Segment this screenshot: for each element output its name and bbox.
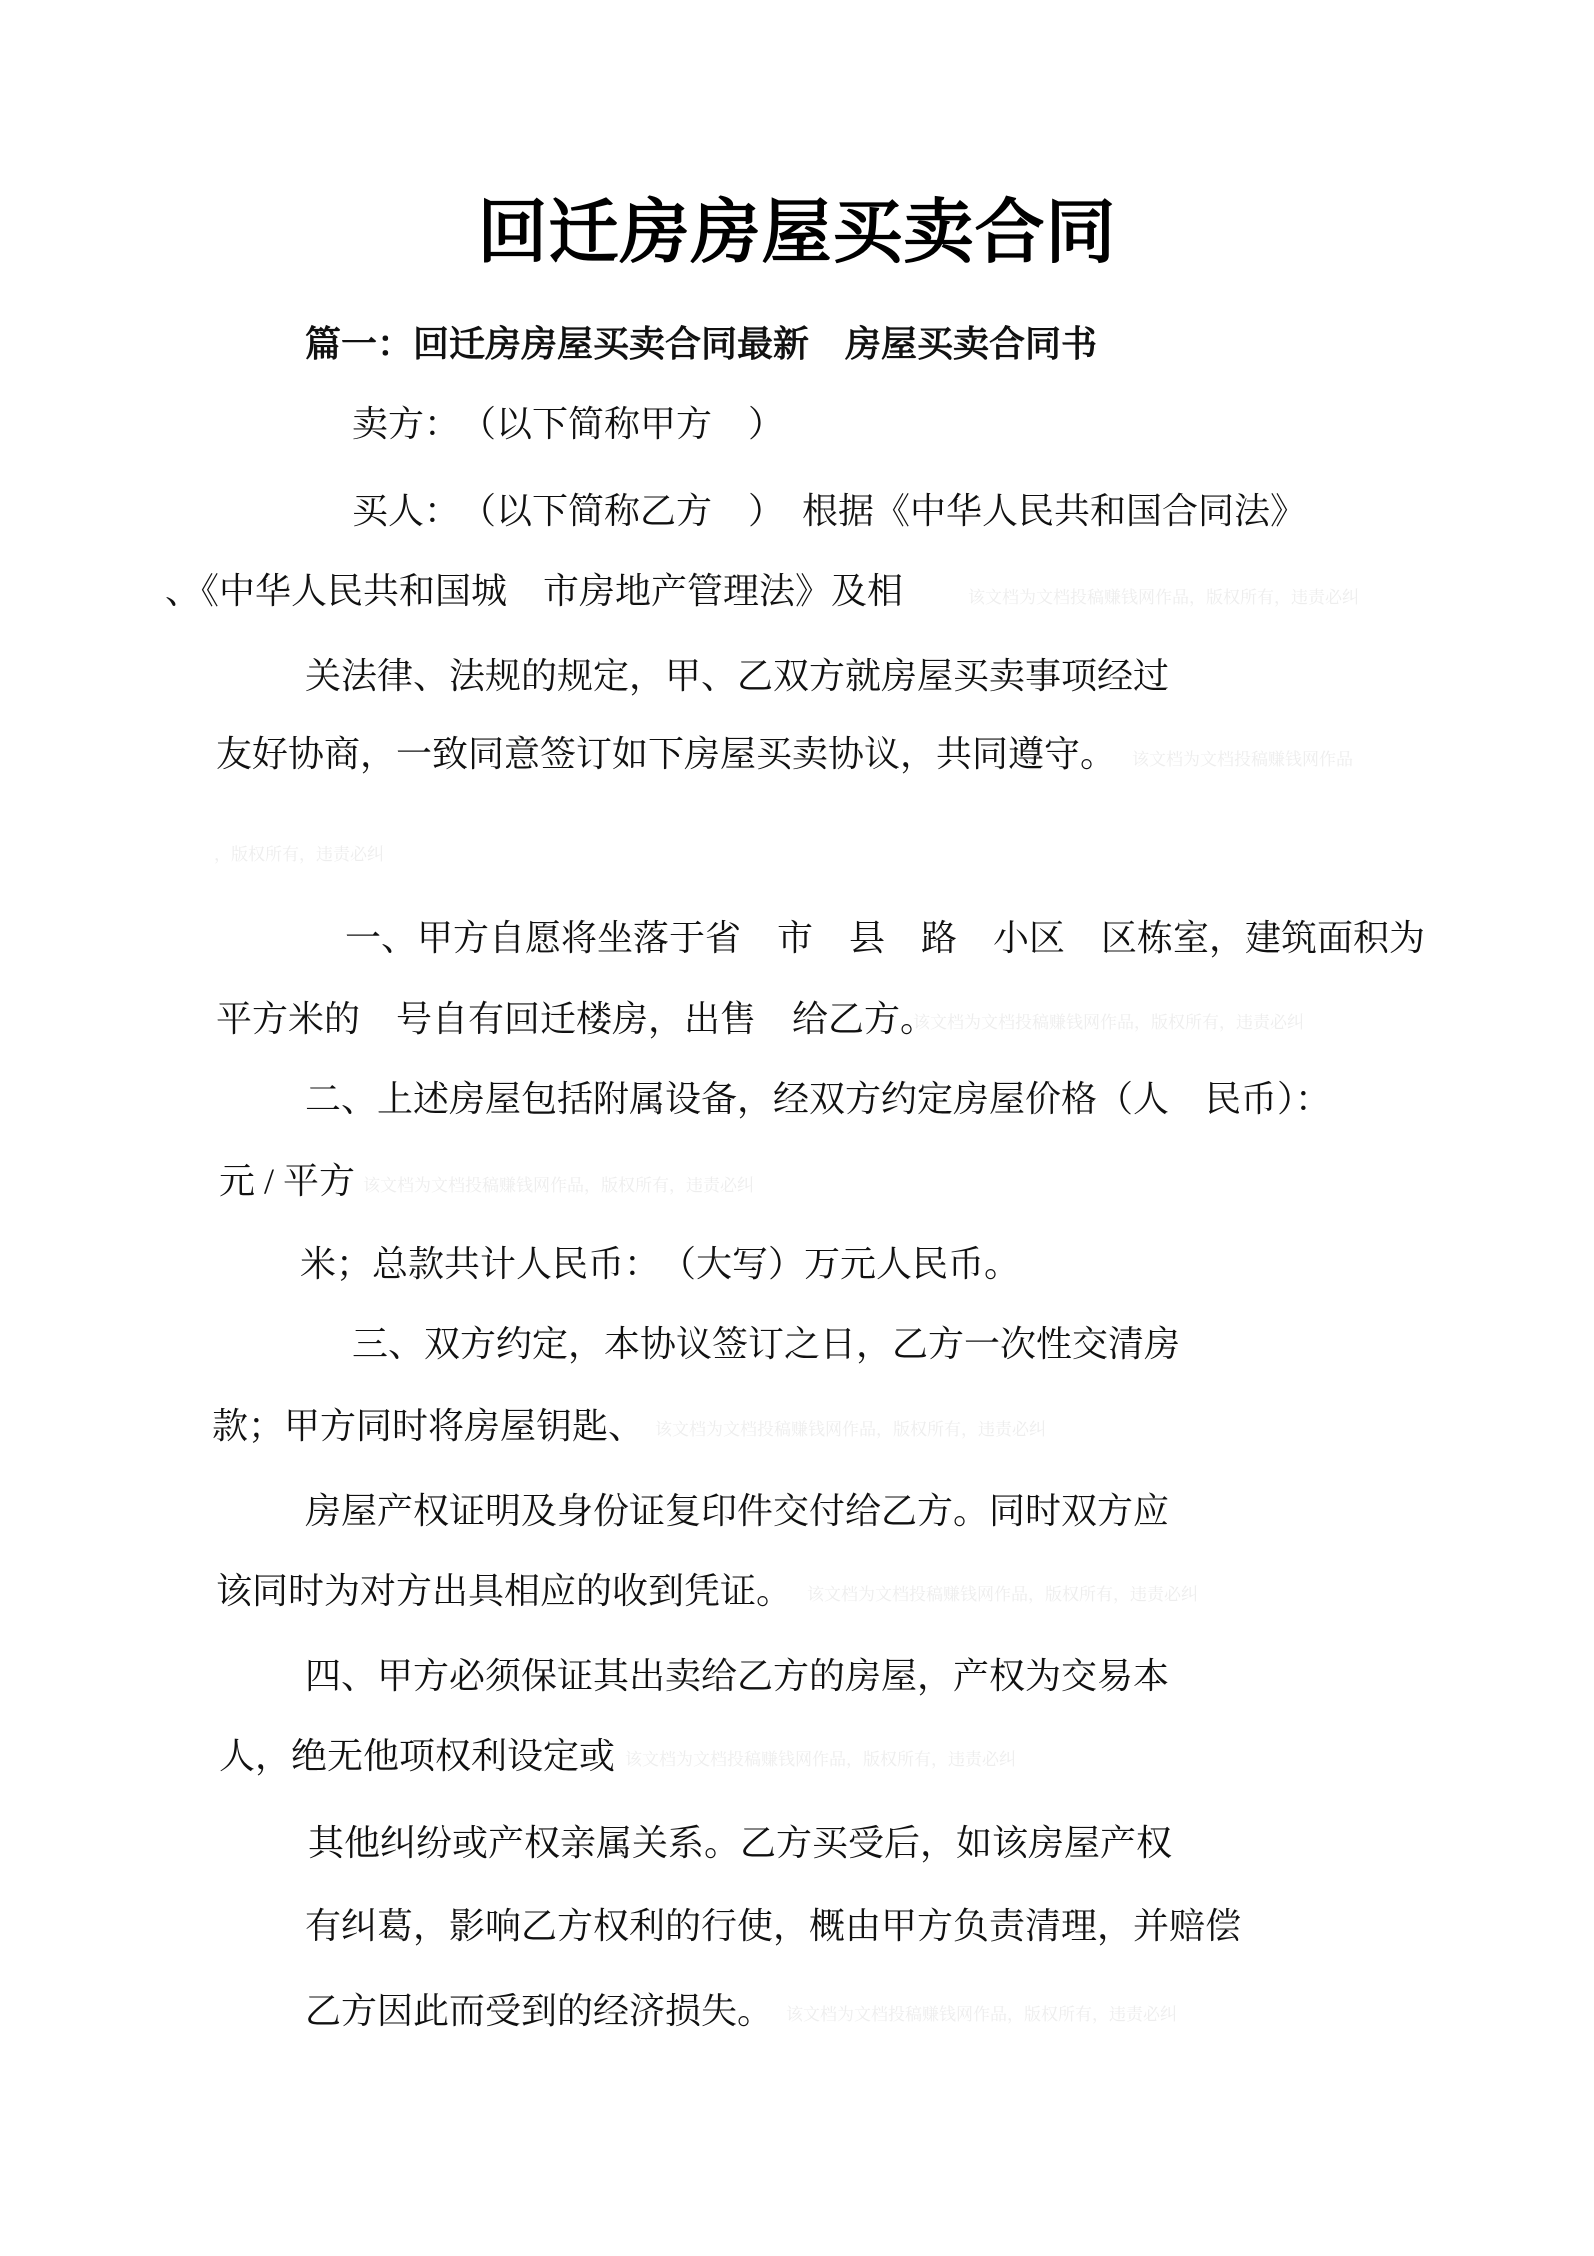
watermark-text: 该文档为文档投稿赚钱网作品，版权所有，违责必纠	[968, 588, 1359, 607]
document-line: 关法律、法规的规定，甲、乙双方就房屋买卖事项经过	[305, 656, 1170, 696]
watermark-text: 该文档为文档投稿赚钱网作品，版权所有，违责必纠	[913, 1013, 1304, 1032]
document-line: 二、上述房屋包括附属设备，经双方约定房屋价格（人 民币）：	[305, 1079, 1332, 1119]
watermark-text: 该文档为文档投稿赚钱网作品，版权所有，违责必纠	[625, 1750, 1016, 1769]
watermark-text: 该文档为文档投稿赚钱网作品，版权所有，违责必纠	[363, 1176, 754, 1195]
document-line: 乙方因此而受到的经济损失。	[305, 1991, 774, 2031]
document-line: 人，绝无他项权利设定或	[219, 1736, 616, 1776]
watermark-text: 该文档为文档投稿赚钱网作品，版权所有，违责必纠	[655, 1420, 1046, 1439]
document-line: 三、双方约定，本协议签订之日，乙方一次性交清房	[352, 1324, 1181, 1364]
watermark-text: 该文档为文档投稿赚钱网作品	[1132, 750, 1353, 769]
document-line: 买人： （以下简称乙方 ） 根据《中华人民共和国合同法》	[352, 491, 1307, 531]
document-line: 、《中华人民共和国城 市房地产管理法》及相	[165, 571, 904, 611]
document-line: 米；总款共计人民币： （大写）万元人民币。	[300, 1244, 1021, 1284]
document-line: 平方米的 号自有回迁楼房，出售 给乙方。	[216, 999, 937, 1039]
watermark-text: 该文档为文档投稿赚钱网作品，版权所有，违责必纠	[807, 1585, 1198, 1604]
watermark-text: ，版权所有，违责必纠	[214, 845, 384, 864]
document-line: 友好协商，一致同意签订如下房屋买卖协议，共同遵守。	[216, 734, 1117, 774]
document-line: 房屋产权证明及身份证复印件交付给乙方。同时双方应	[305, 1491, 1170, 1531]
document-line: 元 / 平方	[219, 1161, 356, 1201]
document-line: 其他纠纷或产权亲属关系。乙方买受后，如该房屋产权	[308, 1823, 1173, 1863]
document-line: 款；甲方同时将房屋钥匙、	[212, 1406, 645, 1446]
document-line: 四、甲方必须保证其出卖给乙方的房屋，产权为交易本	[305, 1656, 1170, 1696]
document-line: 篇一：回迁房房屋买卖合同最新 房屋买卖合同书	[305, 324, 1098, 364]
document-line: 一、甲方自愿将坐落于省 市 县 路 小区 区栋室，建筑面积为	[345, 918, 1426, 958]
document-title: 回迁房房屋买卖合同	[477, 193, 1117, 271]
document-line: 该同时为对方出具相应的收到凭证。	[216, 1571, 793, 1611]
document-line: 有纠葛，影响乙方权利的行使，概由甲方负责清理，并赔偿	[305, 1906, 1242, 1946]
document-line: 卖方： （以下简称甲方 ）	[352, 404, 785, 444]
watermark-text: 该文档为文档投稿赚钱网作品，版权所有，违责必纠	[786, 2005, 1177, 2024]
